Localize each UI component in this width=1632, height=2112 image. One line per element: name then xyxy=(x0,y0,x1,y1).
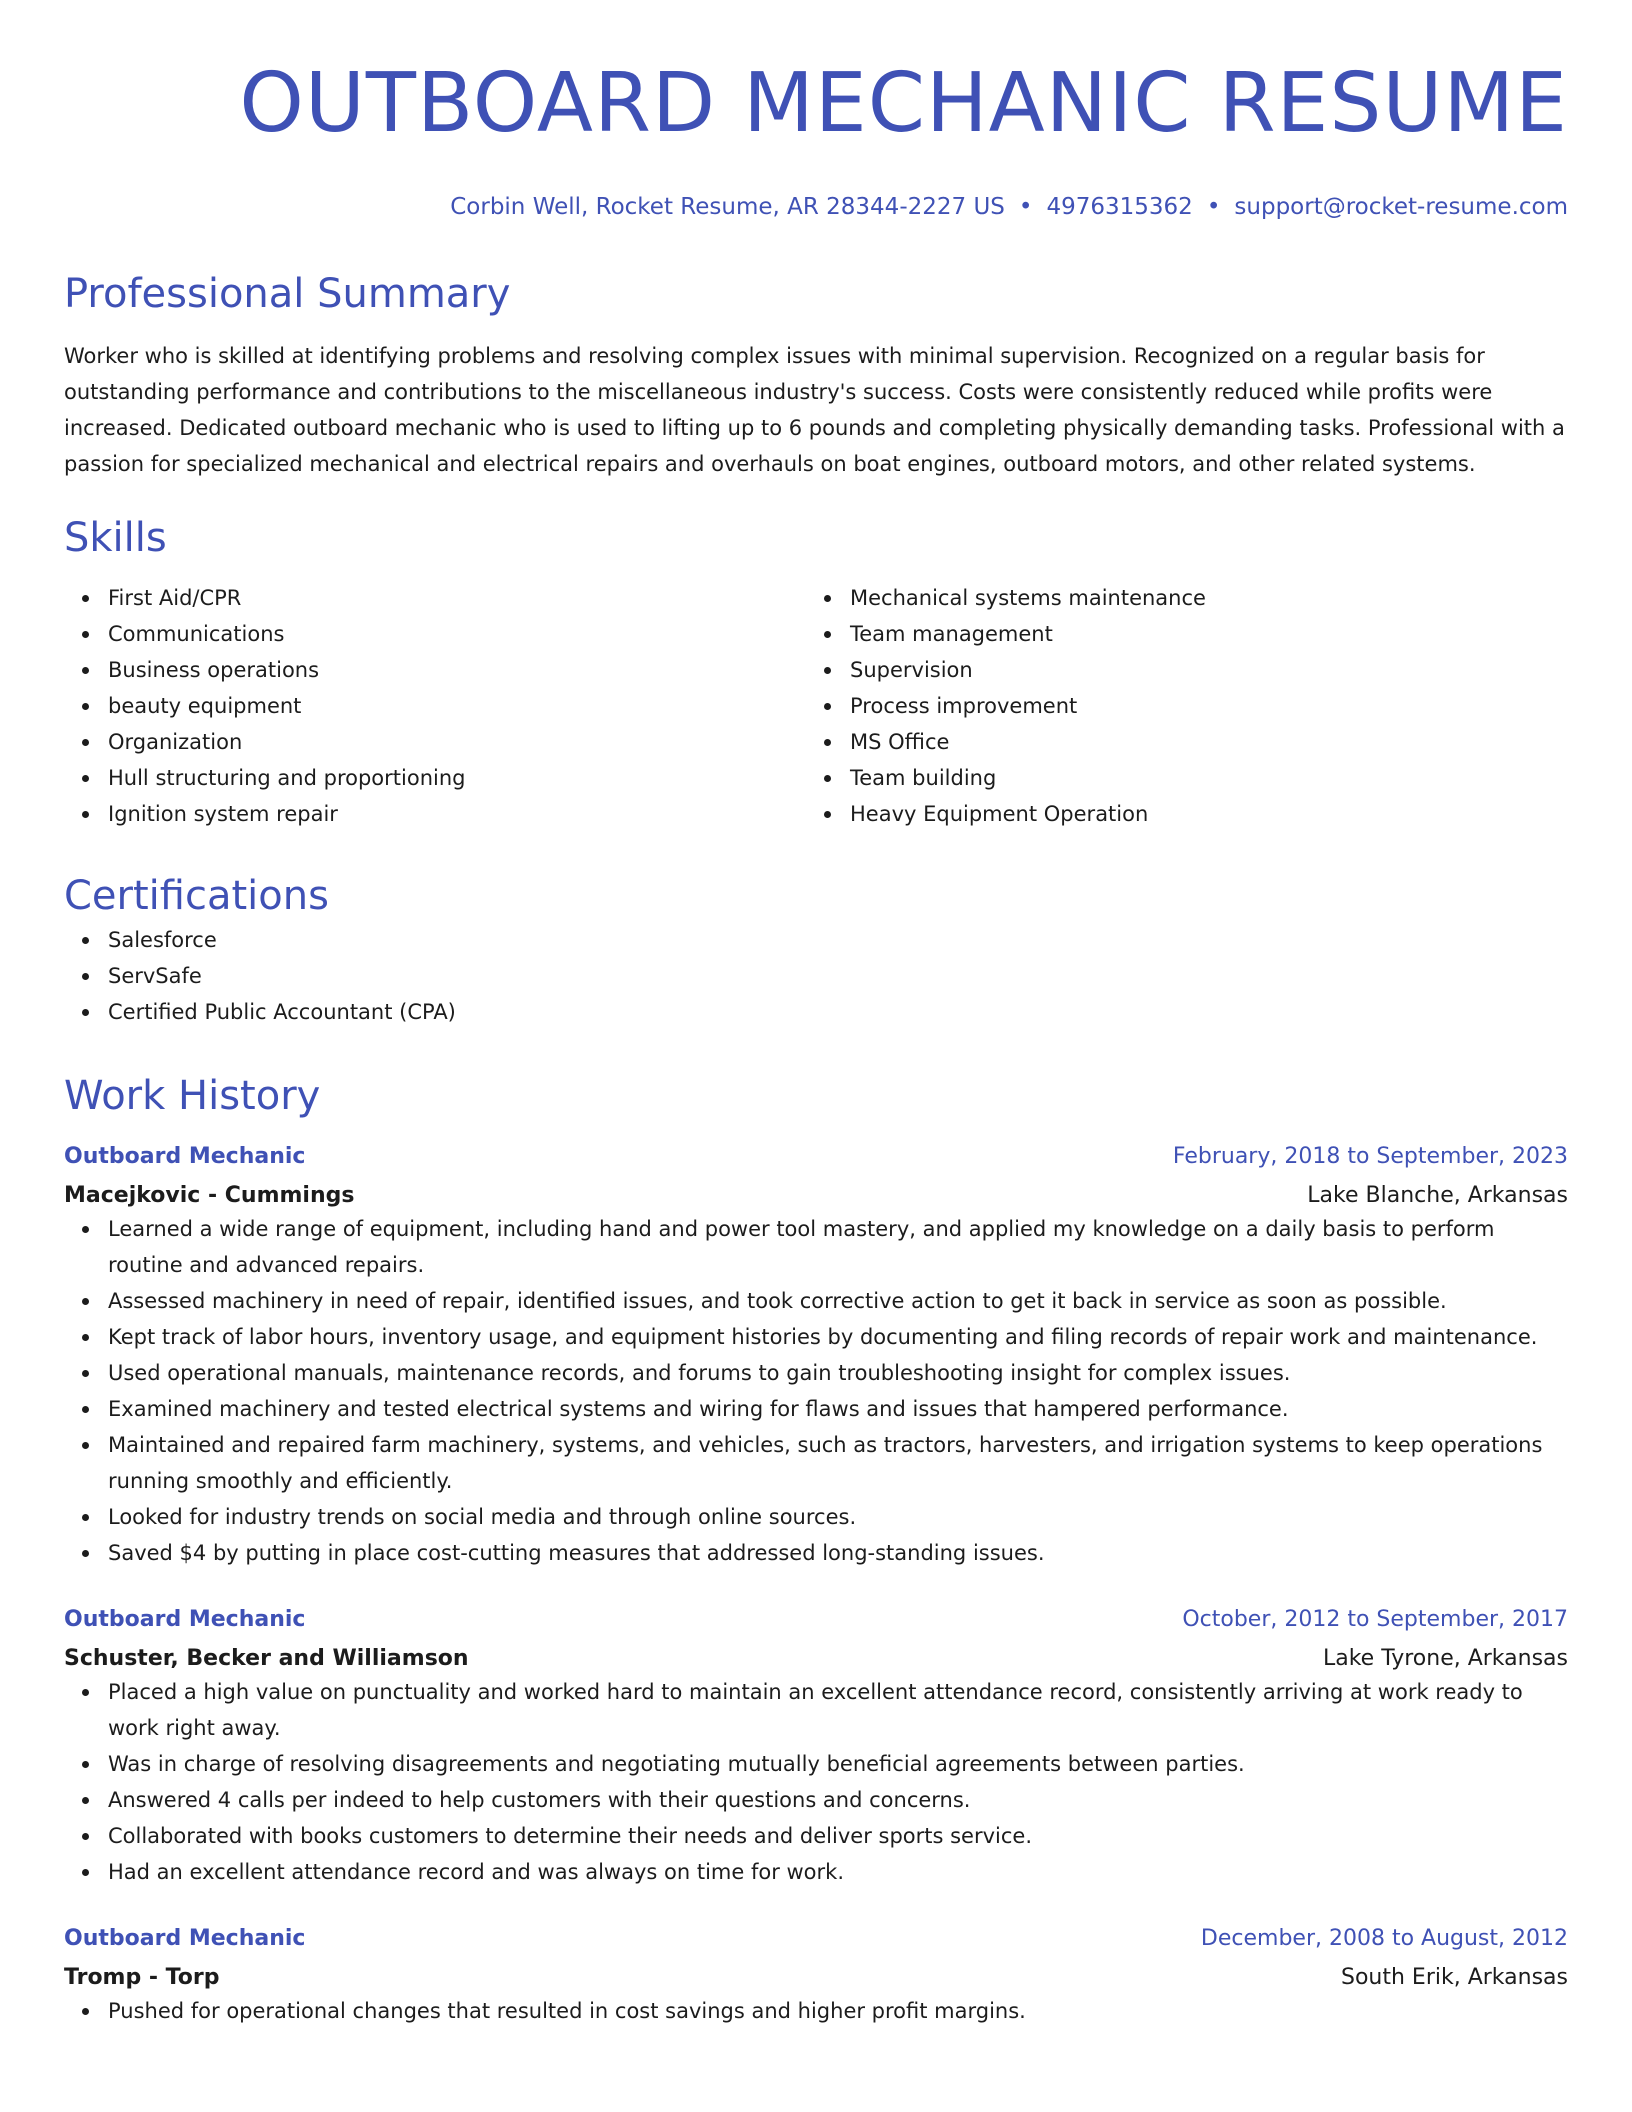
job-duty-item: Collaborated with books customers to determine their needs and deliver sports service. xyxy=(108,1818,1568,1854)
contact-info xyxy=(64,192,1568,222)
certification-item: Certified Public Accountant (CPA) xyxy=(108,994,1568,1030)
job-dates: December, 2008 to August, 2012 xyxy=(1200,1926,1568,1951)
job-duty-item: Kept track of labor hours, inventory usage, and equipment histories by documenting and filing records of repair work and maintenance. xyxy=(108,1319,1568,1355)
job-company: Macejkovic - Cummings xyxy=(64,1183,355,1208)
certification-item: ServSafe xyxy=(108,958,1568,994)
skill-item: Process improvement xyxy=(850,688,1548,724)
skill-item: Business operations xyxy=(108,652,806,688)
certifications-list xyxy=(64,922,1568,1030)
job-duty-item: Looked for industry trends on social media and through online sources. xyxy=(108,1499,1568,1535)
job-duty-item: Answered 4 calls per indeed to help customers with their questions and concerns. xyxy=(108,1782,1568,1818)
job-company: Schuster, Becker and Williamson xyxy=(64,1646,469,1671)
job-company: Tromp - Torp xyxy=(64,1965,220,1990)
job-duty-item: Examined machinery and tested electrical systems and wiring for flaws and issues that hampered performance. xyxy=(108,1391,1568,1427)
summary-heading: Professional Summary xyxy=(64,271,511,317)
job-duty-item: Maintained and repaired farm machinery, systems, and vehicles, such as tractors, harvesters, and irrigation systems to keep operations running smoothly and efficiently. xyxy=(108,1427,1568,1499)
job-location: Lake Blanche, Arkansas xyxy=(1307,1183,1568,1208)
certification-item: Salesforce xyxy=(108,922,1568,958)
job-duty-item: Placed a high value on punctuality and worked hard to maintain an excellent attendance record, consistently arriving at work ready to work right away. xyxy=(108,1674,1568,1746)
job-title: Outboard Mechanic xyxy=(64,1926,306,1951)
certifications-heading: Certifications xyxy=(64,873,329,919)
job-title: Outboard Mechanic xyxy=(64,1607,306,1632)
summary-text: Worker who is skilled at identifying problems and resolving complex issues with minimal supervision. Recognized on a regular basis for outstanding performance and contributions to the miscellaneous industry's success. Costs were consistently reduced while profits were increased. Dedicated outboard mechanic who is used to lifting up to 6 pounds and completing physically demanding tasks. Professional with a passion for specialized mechanical and electrical repairs and overhauls on boat engines, outboard motors, and other related systems. xyxy=(64,344,1565,476)
resume-page xyxy=(64,0,1568,2029)
job-duty-item: Assessed machinery in need of repair, identified issues, and took corrective action to get it back in service as soon as possible. xyxy=(108,1283,1568,1319)
job-duty-item: Saved $4 by putting in place cost-cutting measures that addressed long-standing issues. xyxy=(108,1535,1568,1571)
job-employer-row xyxy=(64,1644,1568,1674)
skills-column-right xyxy=(806,580,1548,832)
contact-phone: 4976315362 xyxy=(1046,194,1193,220)
job-duty-item: Was in charge of resolving disagreements and negotiating mutually beneficial agreements between parties. xyxy=(108,1746,1568,1782)
contact-separator: • xyxy=(1018,194,1033,220)
skill-item: Heavy Equipment Operation xyxy=(850,796,1548,832)
skill-item: beauty equipment xyxy=(108,688,806,724)
skill-item: First Aid/CPR xyxy=(108,580,806,616)
job-duty-item: Used operational manuals, maintenance records, and forums to gain troubleshooting insight for complex issues. xyxy=(108,1355,1568,1391)
job-entry xyxy=(64,1605,1568,1890)
job-header-row xyxy=(64,1605,1568,1635)
job-dates: October, 2012 to September, 2017 xyxy=(1182,1607,1568,1632)
job-duty-item: Learned a wide range of equipment, including hand and power tool mastery, and applied my knowledge on a daily basis to perform routine and advanced repairs. xyxy=(108,1211,1568,1283)
job-title: Outboard Mechanic xyxy=(64,1144,306,1169)
resume-title: OUTBOARD MECHANIC RESUME xyxy=(239,56,1568,151)
skills-list xyxy=(64,580,1568,832)
skill-item: Mechanical systems maintenance xyxy=(850,580,1548,616)
job-header-row xyxy=(64,1142,1568,1172)
job-employer-row xyxy=(64,1963,1568,1993)
skill-item: Hull structuring and proportioning xyxy=(108,760,806,796)
job-duties-list xyxy=(64,1211,1568,1571)
job-employer-row xyxy=(64,1181,1568,1211)
job-entry xyxy=(64,1924,1568,2029)
skill-item: Ignition system repair xyxy=(108,796,806,832)
skills-column-left xyxy=(64,580,806,832)
job-header-row xyxy=(64,1924,1568,1954)
skill-item: Supervision xyxy=(850,652,1548,688)
contact-separator: • xyxy=(1206,194,1221,220)
contact-email[interactable]: support@rocket-resume.com xyxy=(1234,194,1568,220)
skill-item: MS Office xyxy=(850,724,1548,760)
job-location: South Erik, Arkansas xyxy=(1341,1965,1568,1990)
job-entry xyxy=(64,1142,1568,1571)
job-duty-item: Pushed for operational changes that resulted in cost savings and higher profit margins. xyxy=(108,1993,1568,2029)
job-duties-list xyxy=(64,1674,1568,1890)
job-dates: February, 2018 to September, 2023 xyxy=(1172,1144,1568,1169)
job-duty-item: Had an excellent attendance record and was always on time for work. xyxy=(108,1854,1568,1890)
skill-item: Team management xyxy=(850,616,1548,652)
skill-item: Communications xyxy=(108,616,806,652)
job-location: Lake Tyrone, Arkansas xyxy=(1322,1646,1568,1671)
skill-item: Organization xyxy=(108,724,806,760)
skills-heading: Skills xyxy=(64,515,167,561)
job-duties-list xyxy=(64,1993,1568,2029)
skill-item: Team building xyxy=(850,760,1548,796)
contact-address: Corbin Well, Rocket Resume, AR 28344-2227 US xyxy=(450,194,1005,220)
work-history-heading: Work History xyxy=(64,1073,321,1119)
